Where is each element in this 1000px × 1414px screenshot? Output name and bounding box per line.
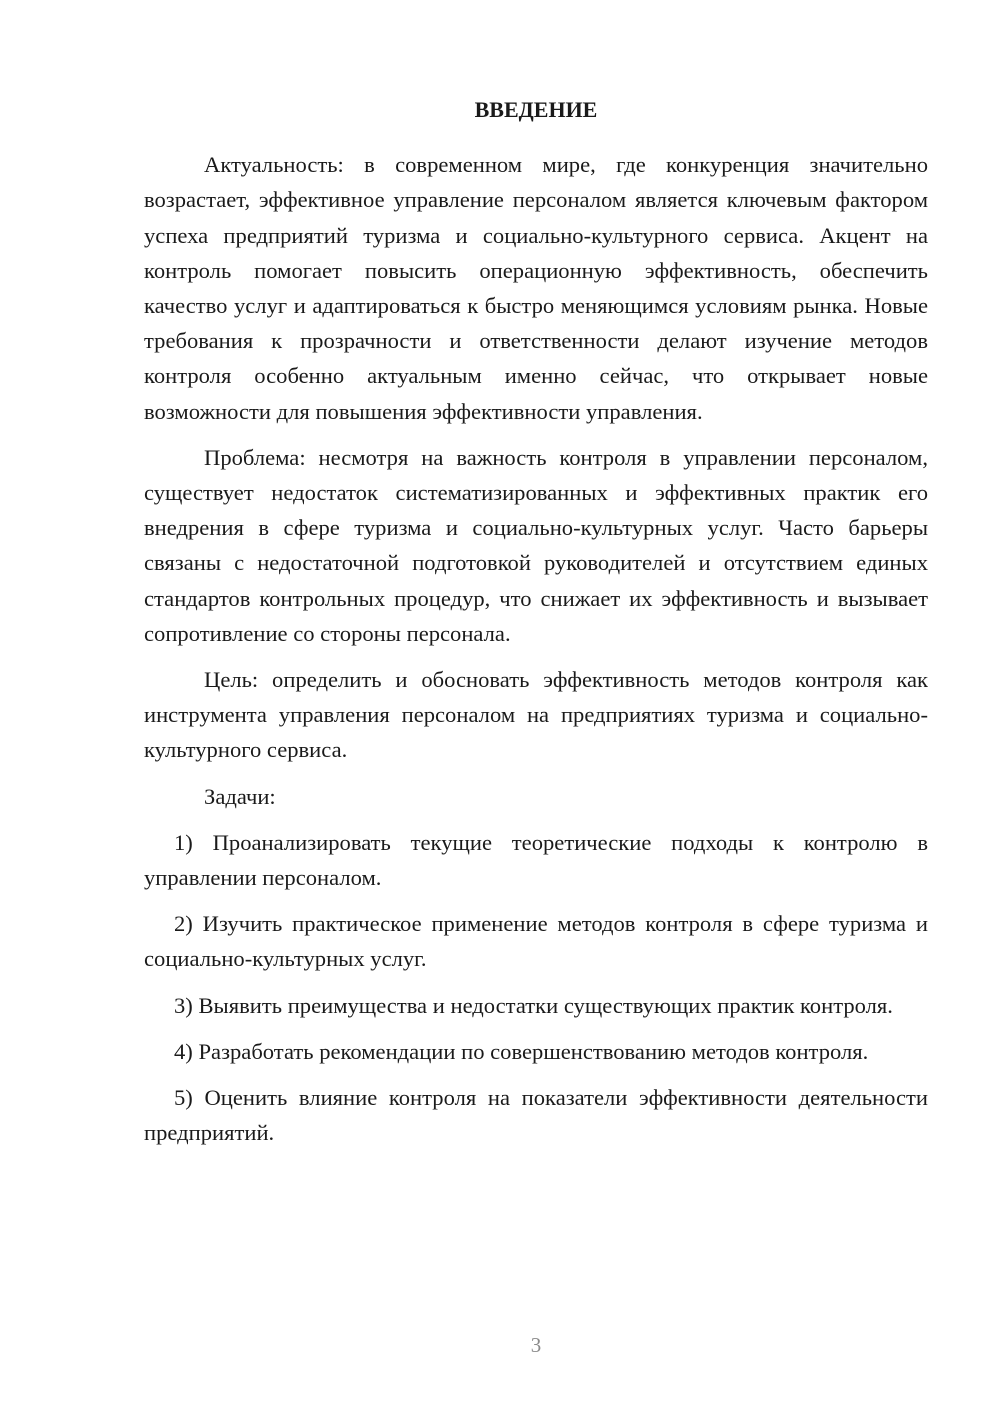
paragraph-relevance: Актуальность: в современном мире, где конкуренция значительно возрастает, эффективное управление персоналом является ключевым фактором успеха предприятий туризма и социально-культурного сервиса. Акцент на контроль помогает повысить операционную эффективность, обеспечить качество услуг и адаптироваться к быстро меняющимся условиям рынка. Новые требования к прозрачности и ответственности делают изучение методов контроля особенно актуальным именно сейчас, что открывает новые возможности для повышения эффективности управления.: [144, 152, 928, 424]
task-item-5: 5) Оценить влияние контроля на показатели эффективности деятельности предприятий.: [144, 1085, 928, 1146]
page-content: [144, 92, 928, 1150]
task-item-4: 4) Разработать рекомендации по совершенствованию методов контроля.: [174, 1038, 869, 1064]
paragraph-problem: Проблема: несмотря на важность контроля в управлении персоналом, существует недостаток систематизированных и эффективных практик его внедрения в сфере туризма и социально-культурных услуг. Часто барьеры связаны с недостаточной подготовкой руководителей и отсутствием единых стандартов контрольных процедур, что снижает их эффективность и вызывает сопротивление со стороны персонала.: [144, 444, 928, 646]
page-number: 3: [530, 1333, 542, 1357]
paragraph-goal: Цель: определить и обосновать эффективность методов контроля как инструмента управления персоналом на предприятиях туризма и социально-культурного сервиса.: [144, 667, 928, 763]
section-title: ВВЕДЕНИЕ: [474, 97, 598, 122]
task-item-1: 1) Проанализировать текущие теоретические подходы к контролю в управлении персоналом.: [144, 829, 928, 891]
task-item-2: 2) Изучить практическое применение методов контроля в сфере туризма и социально-культурных услуг.: [144, 911, 928, 972]
task-item-3: 3) Выявить преимущества и недостатки существующих практик контроля.: [174, 992, 893, 1018]
tasks-heading: Задачи:: [204, 783, 276, 809]
